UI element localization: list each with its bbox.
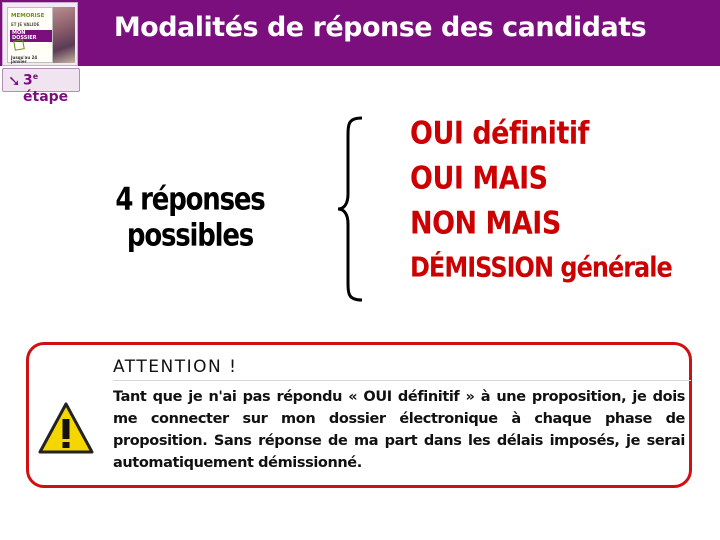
option-non-mais: NON MAIS bbox=[410, 206, 561, 242]
attention-title: ATTENTION ! bbox=[113, 357, 238, 377]
logo-photo bbox=[53, 7, 75, 63]
option-demission-generale: DÉMISSION générale bbox=[410, 251, 672, 284]
logo-line-4: Jusqu'au 24 janvier bbox=[11, 55, 38, 64]
step-logo bbox=[2, 2, 78, 66]
page-title: Modalités de réponse des candidats bbox=[113, 12, 647, 43]
warning-icon bbox=[37, 401, 95, 455]
option-oui-definitif: OUI définitif bbox=[410, 116, 589, 152]
step-word: étape bbox=[23, 88, 69, 105]
response-options bbox=[410, 116, 710, 296]
option-oui-mais: OUI MAIS bbox=[410, 161, 548, 197]
attention-body: Tant que je n'ai pas répondu « OUI définitif » à une proposition, je dois me connecter sur mon dossier électronique à chaque phase de proposition. Sans réponse de ma part dans les délais imposés, je serai automatiquement démissionné. bbox=[113, 389, 685, 471]
step-label bbox=[23, 72, 79, 105]
step-suffix: e bbox=[32, 72, 39, 81]
step-badge bbox=[2, 68, 80, 105]
header-band bbox=[0, 0, 720, 66]
logo-line-3: MON DOSSIER bbox=[10, 30, 52, 42]
logo-card bbox=[7, 7, 53, 63]
responses-label: 4 réponses possibles bbox=[115, 182, 265, 254]
title-divider bbox=[113, 380, 691, 381]
curly-brace bbox=[336, 116, 366, 302]
attention-box bbox=[26, 342, 692, 488]
logo-line-2: ET JE VALIDE bbox=[11, 22, 40, 27]
step-number: 3 bbox=[23, 72, 33, 89]
arrow-icon: ➘ bbox=[8, 72, 21, 90]
pencil-icon bbox=[13, 39, 25, 51]
logo-line-1: MEMORISE bbox=[11, 13, 45, 19]
